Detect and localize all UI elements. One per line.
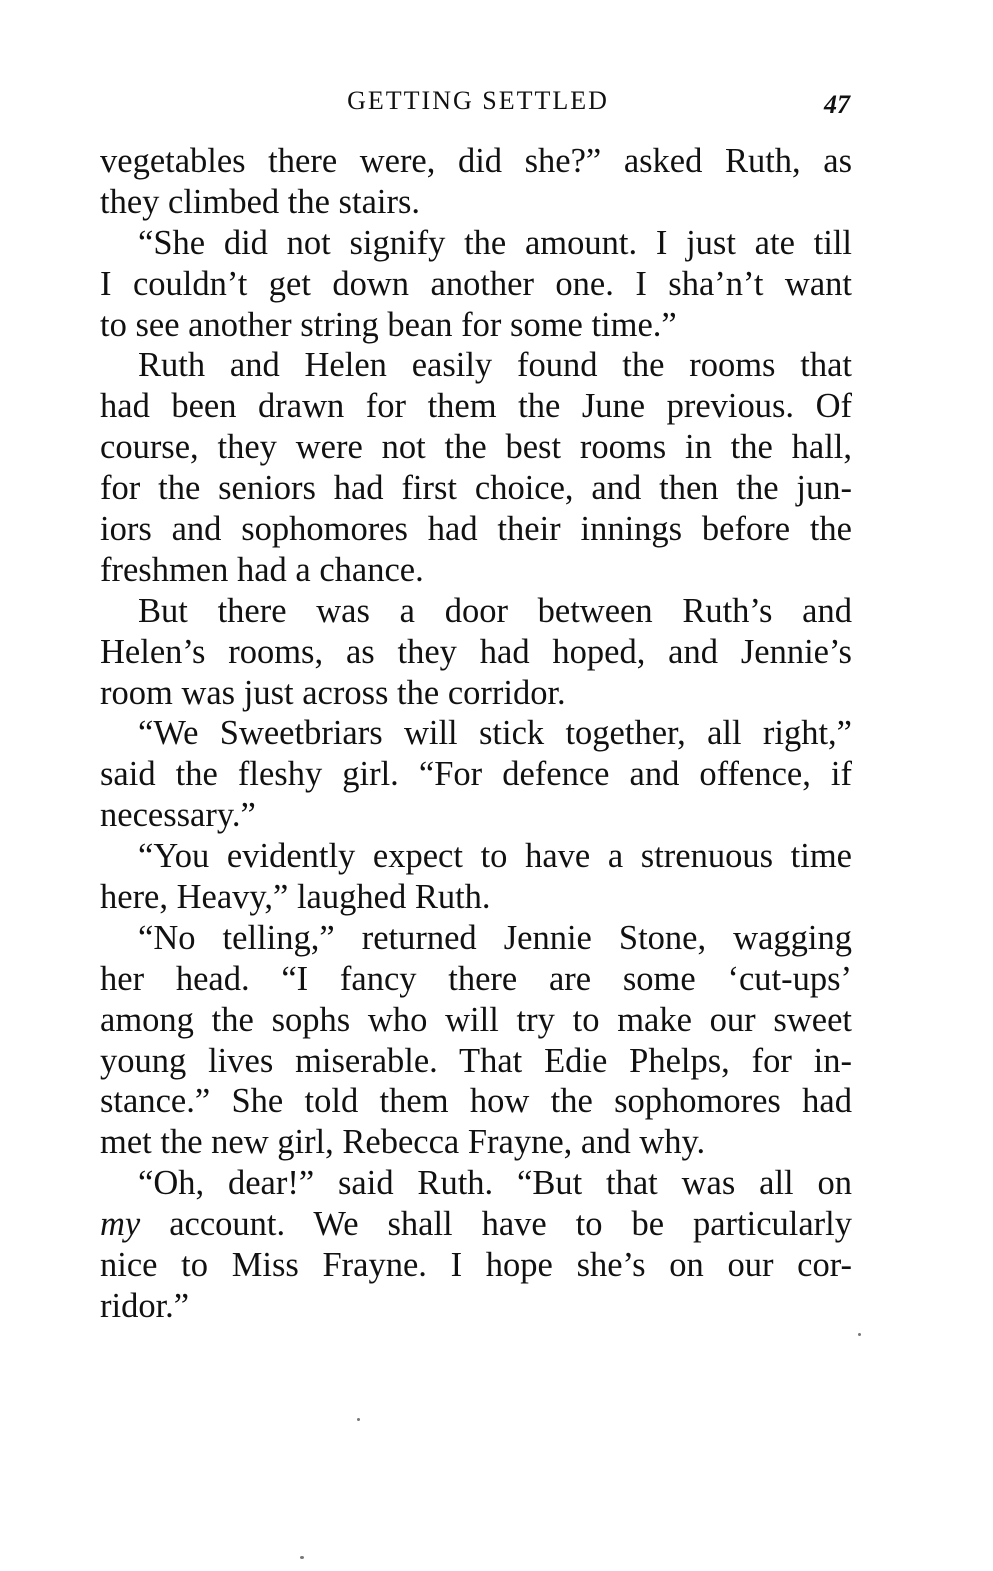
text-line: to see another string bean for some time.” [100, 305, 677, 344]
text-line: met the new girl, Rebecca Frayne, and why. [100, 1123, 706, 1162]
text-line: I couldn’t get down another one. I sha’n’t want [100, 264, 852, 303]
scan-speck [858, 1333, 861, 1336]
text-line: freshmen had a chance. [100, 550, 424, 589]
text-line: “No telling,” returned Jennie Stone, wagging [138, 918, 852, 957]
text-line: “She did not signify the amount. I just ate till [138, 223, 852, 262]
text-line: necessary.” [100, 796, 256, 835]
scan-speck [357, 1418, 360, 1421]
text-line: But there was a door between Ruth’s and [138, 591, 852, 630]
text-line: “We Sweetbriars will stick together, all right,” [138, 714, 852, 753]
text-line: they climbed the stairs. [100, 182, 421, 221]
text-line: vegetables there were, did she?” asked Ruth, as [100, 142, 852, 180]
running-title: GETTING SETTLED [347, 86, 609, 115]
line-remainder: account. We shall have to be particularly [140, 1205, 852, 1244]
text-line: “You evidently expect to have a strenuous time [138, 837, 852, 876]
text-line: said the fleshy girl. “For defence and offence, if [100, 755, 852, 794]
text-line: “Oh, dear!” said Ruth. “But that was all on [138, 1164, 852, 1203]
text-line: for the seniors had first choice, and then the jun- [100, 469, 852, 508]
text-line: course, they were not the best rooms in the hall, [100, 428, 852, 467]
text-line: her head. “I fancy there are some ‘cut-ups’ [100, 959, 852, 998]
page-number: 47 [824, 90, 850, 119]
text-line: had been drawn for them the June previous. Of [100, 387, 852, 426]
text-line: iors and sophomores had their innings before the [100, 510, 852, 549]
text-line: among the sophs who will try to make our sweet [100, 1000, 852, 1039]
text-line [100, 1204, 852, 1245]
text-line: Ruth and Helen easily found the rooms that [138, 346, 852, 385]
text-line: young lives miserable. That Edie Phelps, for in- [100, 1041, 852, 1080]
italic-word: my [100, 1205, 141, 1244]
text-line: stance.” She told them how the sophomores had [100, 1082, 852, 1121]
running-header [98, 84, 858, 118]
text-line: Helen’s rooms, as they had hoped, and Jennie’s [100, 632, 852, 671]
text-line: room was just across the corridor. [100, 673, 566, 712]
text-line: nice to Miss Frayne. I hope she’s on our cor- [100, 1246, 852, 1285]
body-text [100, 141, 852, 1327]
text-line: here, Heavy,” laughed Ruth. [100, 878, 491, 917]
scan-speck [300, 1556, 304, 1559]
text-line: ridor.” [100, 1286, 190, 1325]
